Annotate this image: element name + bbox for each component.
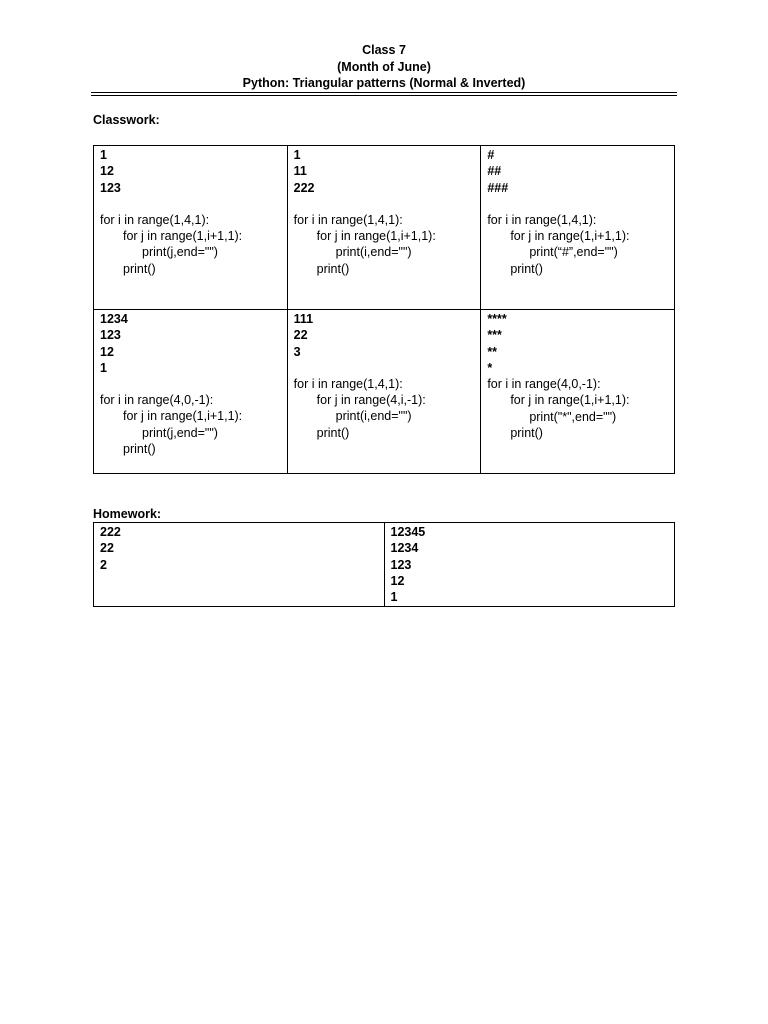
pattern-line: ** [487, 344, 498, 359]
code-line: print() [316, 425, 350, 440]
pattern-line: 22 [293, 328, 308, 343]
classwork-label: Classwork: [93, 113, 160, 127]
pattern-line: 222 [100, 525, 121, 539]
pattern-line: * [487, 360, 493, 375]
pattern-line: 1234 [100, 312, 128, 326]
table-row [94, 523, 675, 607]
homework-label: Homework: [93, 507, 162, 521]
code-block [100, 392, 281, 457]
pattern-line: 22 [100, 541, 114, 556]
pattern-line: 3 [293, 344, 301, 359]
code-line: for i in range(4,0,-1): [487, 377, 601, 392]
code-line: print() [123, 442, 156, 457]
pattern-line: *** [487, 328, 502, 343]
table-row [94, 310, 675, 474]
code-line: for j in range(1,i+1,1): [123, 409, 243, 424]
code-line: for i in range(1,4,1): [293, 212, 403, 227]
header-rule-top [91, 92, 677, 93]
pattern-line: 1 [100, 360, 107, 375]
code-line: for i in range(1,4,1): [487, 212, 597, 227]
homework-table [93, 522, 675, 607]
header-month: (Month of June) [337, 59, 431, 74]
code-line: for i in range(1,4,1): [100, 212, 210, 227]
code-line: print("*",end="") [529, 409, 617, 424]
pattern-line: 12345 [390, 525, 426, 539]
code-line: print() [123, 261, 156, 276]
table-row [94, 146, 675, 310]
pattern-line: **** [487, 312, 507, 326]
code-line: for j in range(4,i,-1): [316, 393, 426, 408]
document-header [0, 42, 768, 92]
pattern-line: 123 [390, 557, 412, 572]
pattern-line: 12 [390, 573, 405, 588]
classwork-cell [481, 310, 675, 474]
code-line: for j in range(1,i+1,1): [316, 229, 436, 244]
code-block [487, 212, 668, 277]
code-block [100, 212, 281, 277]
pattern-line: 1 [100, 148, 107, 162]
code-block [294, 212, 475, 277]
pattern-line: 111 [293, 312, 314, 326]
pattern-line: 11 [293, 164, 307, 179]
classwork-cell [481, 146, 675, 310]
pattern-line: 1 [293, 148, 301, 162]
header-rule-bottom [91, 95, 677, 96]
pattern-line: 2 [100, 557, 107, 572]
code-line: print() [316, 261, 350, 276]
pattern-line: 12 [100, 344, 114, 359]
pattern-line: ## [487, 164, 502, 179]
pattern-line: 1234 [390, 541, 419, 556]
classwork-cell [287, 146, 481, 310]
classwork-cell [94, 146, 288, 310]
code-line: print(j,end="") [142, 425, 218, 440]
pattern-line: 1 [390, 590, 398, 605]
code-line: for i in range(4,0,-1): [100, 393, 214, 408]
code-block [294, 376, 475, 441]
header-class: Class 7 [362, 43, 406, 57]
code-line: print(“#”,end="") [529, 245, 618, 260]
pattern-line: # [487, 148, 495, 162]
code-line: print() [510, 426, 543, 441]
pattern-line: 123 [100, 180, 121, 195]
code-line: for j in range(1,i+1,1): [510, 393, 630, 408]
pattern-line: ### [487, 180, 509, 195]
header-topic: Python: Triangular patterns (Normal & Inverted) [242, 76, 526, 90]
code-line: for j in range(1,i+1,1): [123, 229, 243, 244]
homework-cell [384, 523, 675, 607]
code-line: print(i,end="") [335, 409, 412, 424]
classwork-cell [287, 310, 481, 474]
code-line: print() [510, 261, 543, 276]
pattern-line: 222 [293, 180, 315, 195]
code-block [487, 376, 668, 441]
code-line: print(j,end="") [142, 245, 218, 260]
classwork-cell [94, 310, 288, 474]
code-line: print(i,end="") [335, 245, 412, 260]
pattern-line: 12 [100, 164, 114, 179]
homework-cell [94, 523, 385, 607]
classwork-table [93, 145, 675, 474]
code-line: for j in range(1,i+1,1): [510, 229, 630, 244]
pattern-line: 123 [100, 328, 121, 343]
code-line: for i in range(1,4,1): [293, 376, 403, 391]
